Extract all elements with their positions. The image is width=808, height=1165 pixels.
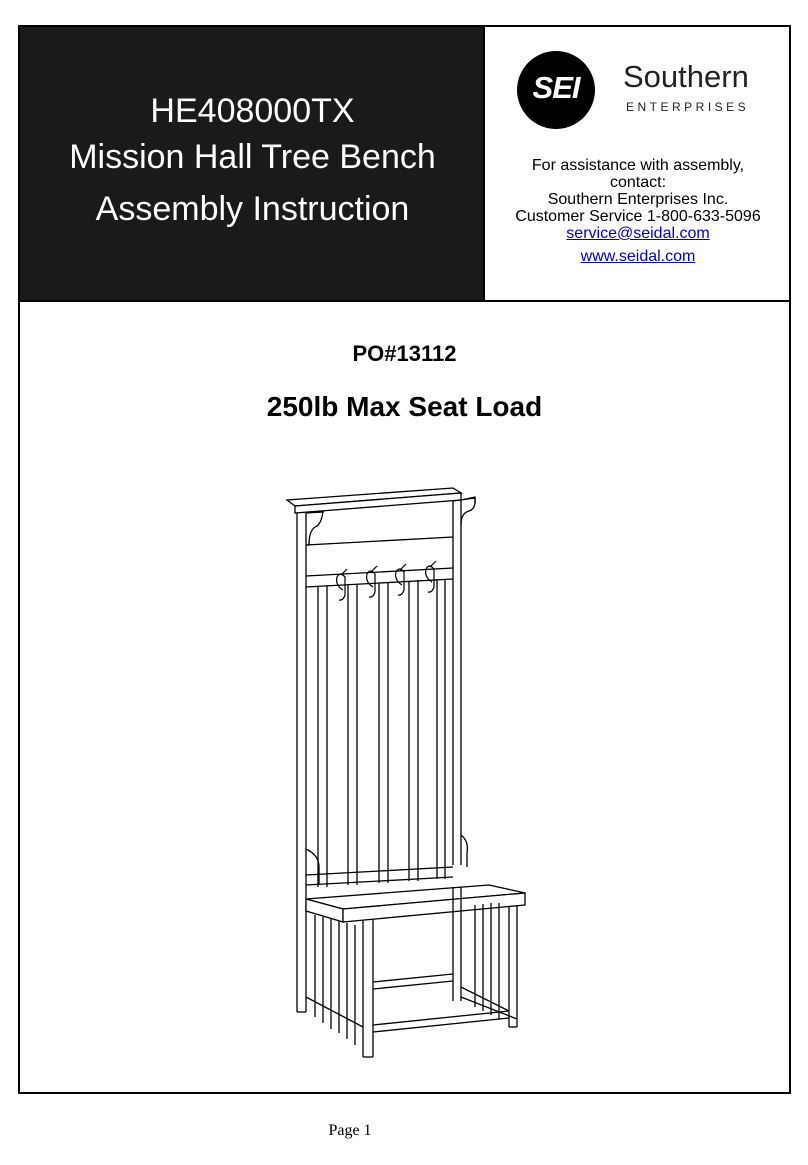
contact-line-4: Customer Service 1-800-633-5096: [515, 208, 761, 225]
po-number: PO#13112: [352, 341, 457, 366]
sei-logo-icon: [517, 51, 595, 129]
document-type: Assembly Instruction: [95, 190, 410, 228]
contact-line-1: For assistance with assembly,: [531, 157, 745, 174]
contact-line-2: contact:: [609, 174, 667, 191]
header-divider: [20, 300, 789, 302]
page-number: Page 1: [328, 1122, 372, 1139]
title-panel: [20, 27, 485, 302]
website-link[interactable]: www.seidal.com: [580, 248, 696, 265]
email-link[interactable]: service@seidal.com: [566, 225, 710, 242]
product-name: Mission Hall Tree Bench: [69, 138, 436, 176]
brand-name: Southern: [623, 59, 749, 94]
brand-subtitle: ENTERPRISES: [626, 100, 750, 114]
model-number: HE408000TX: [150, 92, 355, 130]
hall-tree-bench-illustration: [285, 467, 530, 1067]
max-load-heading: 250lb Max Seat Load: [266, 391, 543, 422]
contact-line-3: Southern Enterprises Inc.: [547, 191, 729, 208]
page-frame: [18, 25, 791, 1094]
contact-info: [493, 157, 783, 265]
logo-text: SEI: [532, 70, 580, 105]
company-logo: [517, 51, 767, 131]
